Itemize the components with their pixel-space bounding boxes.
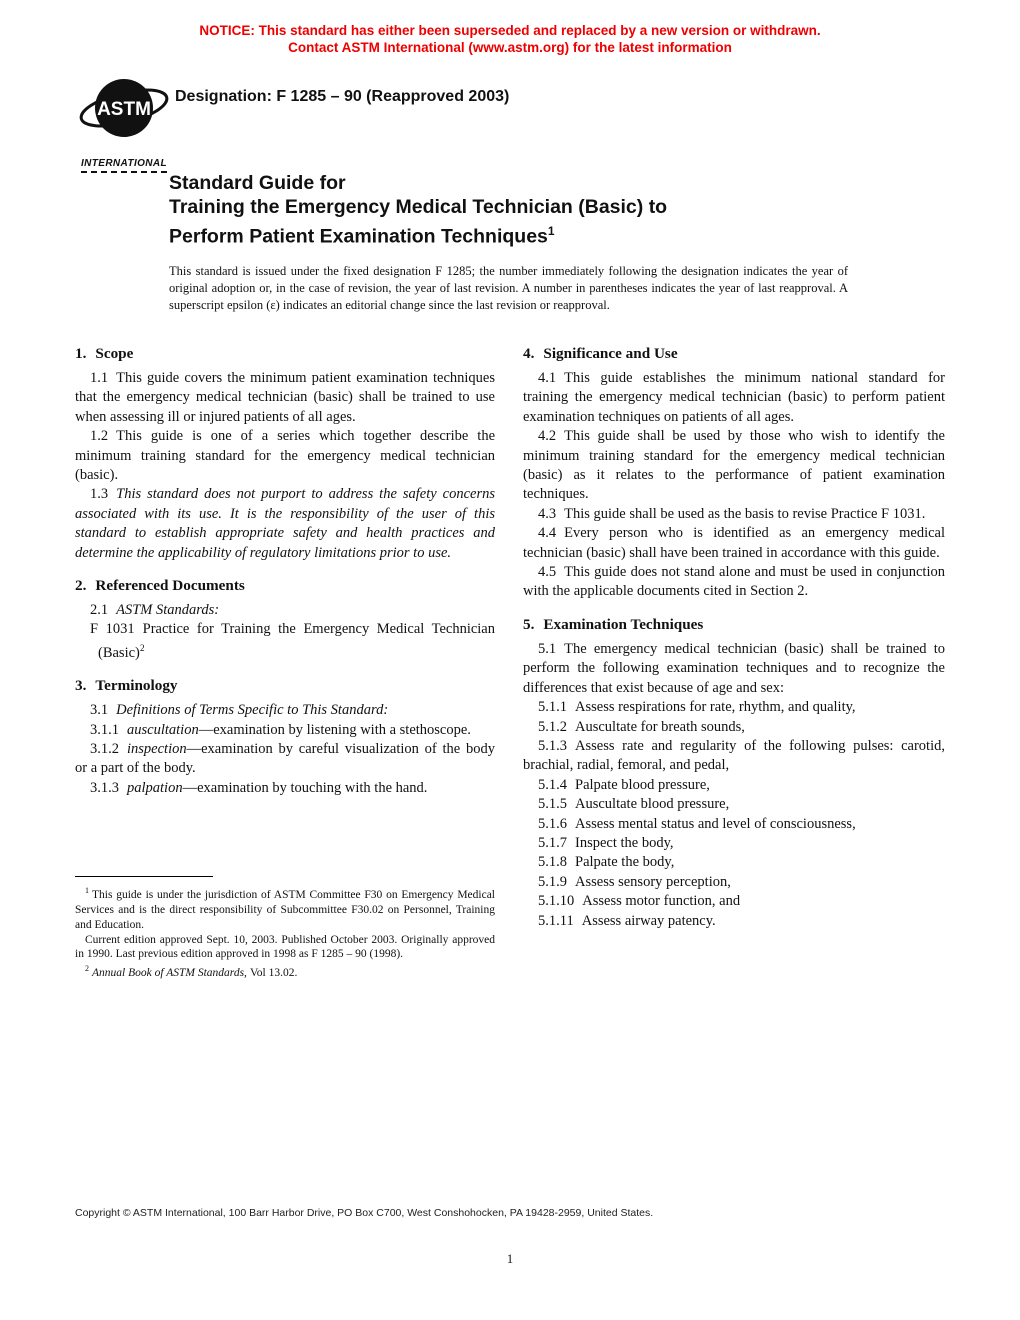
item-5-1-11: 5.1.11 Assess airway patency. <box>538 912 716 929</box>
section-3-title: Terminology <box>95 677 178 695</box>
item-5-1-3: 5.1.3 Assess rate and regularity of the following pulses: carotid, brachial, radial, femoral, and pedal, <box>523 737 945 774</box>
notice-line2: Contact ASTM International (www.astm.org) for the latest information <box>288 40 732 55</box>
paragraph-1-1: 1.1 This guide covers the minimum patient examination techniques that the emergency medical technician (basic) shall be trained to use when assessing ill or injured patients of all ages. <box>75 370 495 425</box>
section-5-number: 5. <box>523 615 535 633</box>
reference-entry <box>75 620 495 663</box>
item-5-1-4: 5.1.4 Palpate blood pressure, <box>538 776 710 793</box>
astm-logo <box>74 72 174 173</box>
item-5-1-8: 5.1.8 Palpate the body, <box>538 854 675 871</box>
section-4-heading <box>523 344 945 363</box>
item-5-1-10: 5.1.10 Assess motor function, and <box>538 893 741 910</box>
astm-international-label: INTERNATIONAL <box>81 158 167 173</box>
title-footnote-marker: 1 <box>547 224 555 238</box>
reference-code: F 1031 <box>90 621 135 638</box>
notice-banner <box>0 22 1020 56</box>
paragraph-4-2: 4.2 This guide shall be used by those who wish to identify the minimum training standard for the emergency medical technician (basic) as it relates to the performance of patient examination techniques. <box>523 428 945 503</box>
paragraph-4-3: 4.3 This guide shall be used as the basis to revise Practice F 1031. <box>538 505 926 522</box>
reference-footnote-marker: 2 <box>139 643 145 654</box>
paragraph-4-5: 4.5 This guide does not stand alone and must be used in conjunction with the applicable documents cited in Section 2. <box>523 564 945 600</box>
paragraph-1-3: 1.3 This standard does not purport to address the safety concerns associated with its use. It is the responsibility of the user of this standard to establish appropriate safety and health practices and determine the applicability of regulatory limitations prior to use. <box>75 486 495 561</box>
paragraph-3-1: 3.1 Definitions of Terms Specific to This Standard: <box>90 702 389 719</box>
item-5-1-5: 5.1.5 Auscultate blood pressure, <box>538 796 730 813</box>
astm-acronym: ASTM <box>97 99 151 120</box>
item-5-1-7: 5.1.7 Inspect the body, <box>538 834 674 851</box>
right-column <box>523 344 945 931</box>
paragraph-5-1: 5.1 The emergency medical technician (basic) shall be trained to perform the following examination techniques and to recognize the differences that exist because of age and sex: <box>523 640 945 696</box>
designation-line: Designation: F 1285 – 90 (Reapproved 2003) <box>175 88 510 105</box>
footnote-2-marker: 2 <box>85 964 89 974</box>
footnote-1-continued: Current edition approved Sept. 10, 2003. Published October 2003. Originally approved in 1990. Last previous edition approved in 1998 as F 1285 – 90 (1998). <box>75 933 495 961</box>
astm-globe-icon <box>78 72 170 148</box>
item-5-1-1: 5.1.1 Assess respirations for rate, rhythm, and quality, <box>538 699 856 716</box>
footnote-1-marker: 1 <box>85 886 89 895</box>
section-5-title: Examination Techniques <box>543 615 704 633</box>
page-number: 1 <box>506 1252 514 1266</box>
section-3-heading <box>75 676 495 695</box>
paragraph-4-1: 4.1 This guide establishes the minimum national standard for training the emergency medical technician (basic) to perform patient examination techniques on patients of all ages. <box>523 370 945 425</box>
term-auscultation: 3.1.1 auscultation—examination by listening with a stethoscope. <box>90 721 471 738</box>
title-line-1: Standard Guide for <box>169 172 346 194</box>
footnote-1: $^1$ This guide is under the jurisdiction of ASTM Committee F30 on Emergency Medical Services and is the direct responsibility of Subcommittee F30.02 on Personnel, Training and Education. <box>75 886 495 931</box>
term-palpation: 3.1.3 palpation—examination by touching with the hand. <box>90 779 428 796</box>
section-3-number: 3. <box>75 677 87 695</box>
document-title <box>169 171 929 249</box>
term-inspection: 3.1.2 inspection—examination by careful visualization of the body or a part of the body. <box>75 740 495 777</box>
notice-line1: NOTICE: This standard has either been superseded and replaced by a new version or withdrawn. <box>199 23 821 38</box>
section-5-heading <box>523 615 945 634</box>
section-1-heading <box>75 344 495 363</box>
preamble: This standard is issued under the fixed designation F 1285; the number immediately following the designation indicates the year of original adoption or, in the case of revision, the year of last revision. A number in parentheses indicates the year of last reapproval. A superscript epsilon (ε) indicates an editorial change since the last revision or reapproval. <box>169 264 848 312</box>
left-column <box>75 344 495 798</box>
title-line-3 <box>169 219 929 249</box>
title-line-2: Training the Emergency Medical Technician (Basic) to <box>169 196 668 218</box>
section-1-number: 1. <box>75 345 87 362</box>
footnote-2: $^2$ Annual Book of ASTM Standards, Vol 13.02. <box>85 964 298 980</box>
paragraph-4-4: 4.4 Every person who is identified as an emergency medical technician (basic) shall have been trained in accordance with this guide. <box>523 525 945 561</box>
paragraph-1-2: 1.2 This guide is one of a series which together describe the minimum training standard for the emergency medical technician (basic). <box>75 428 495 484</box>
item-5-1-2: 5.1.2 Auscultate for breath sounds, <box>538 718 745 735</box>
title-line-3-text: Perform Patient Examination Techniques <box>169 225 548 248</box>
section-1-title: Scope <box>95 345 134 362</box>
section-4-title: Significance and Use <box>543 345 678 362</box>
section-4-number: 4. <box>523 345 535 362</box>
copyright-line: Copyright © ASTM International, 100 Barr Harbor Drive, PO Box C700, West Conshohocken, PA 19428-2959, United States. <box>75 1207 654 1219</box>
section-2-title: Referenced Documents <box>95 577 245 595</box>
footnote-divider <box>75 876 213 877</box>
reference-title: Practice for Training the Emergency Medical Technician (Basic) <box>98 621 495 661</box>
item-5-1-9: 5.1.9 Assess sensory perception, <box>538 873 731 890</box>
section-2-number: 2. <box>75 577 87 595</box>
section-2-heading <box>75 576 495 595</box>
footnotes-block <box>75 876 495 981</box>
item-5-1-6: 5.1.6 Assess mental status and level of consciousness, <box>538 815 856 832</box>
paragraph-2-1: 2.1 ASTM Standards: <box>90 602 220 619</box>
